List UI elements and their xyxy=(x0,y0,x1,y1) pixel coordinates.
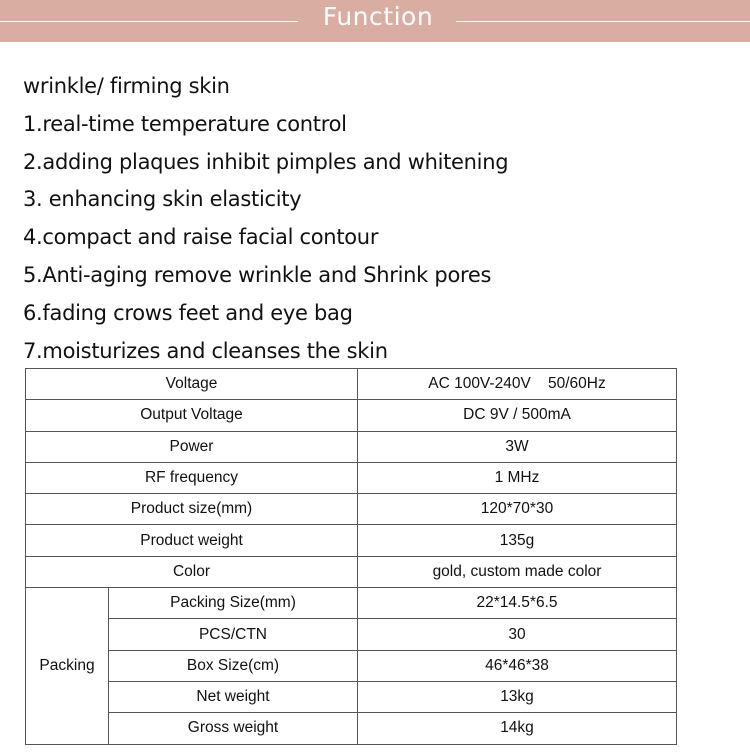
section-banner xyxy=(0,0,750,42)
banner-divider-left xyxy=(0,21,298,22)
table-row xyxy=(26,431,677,462)
table-row xyxy=(26,494,677,525)
feature-item: 5.Anti-aging remove wrinkle and Shrink pores xyxy=(23,262,492,287)
spec-value: 135g xyxy=(358,525,677,556)
spec-value: AC 100V-240V 50/60Hz xyxy=(358,369,677,400)
spec-value: 14kg xyxy=(358,713,677,744)
spec-label: PCS/CTN xyxy=(109,619,358,650)
spec-label: RF frequency xyxy=(26,462,358,493)
feature-item: wrinkle/ firming skin xyxy=(23,74,230,98)
spec-value: 22*14.5*6.5 xyxy=(358,588,677,619)
table-row xyxy=(26,462,677,493)
spec-value: 1 MHz xyxy=(358,462,677,493)
table-row xyxy=(26,525,677,556)
table-row xyxy=(26,400,677,431)
packing-group-label: Packing xyxy=(26,588,109,744)
spec-value: DC 9V / 500mA xyxy=(358,400,677,431)
spec-label: Voltage xyxy=(26,369,358,400)
feature-item: 3. enhancing skin elasticity xyxy=(23,187,302,212)
spec-value: gold, custom made color xyxy=(358,556,677,587)
spec-value: 120*70*30 xyxy=(358,494,677,525)
section-title: Function xyxy=(322,2,434,31)
spec-table xyxy=(25,368,677,745)
feature-item: 4.compact and raise facial contour xyxy=(23,225,379,250)
spec-label: Box Size(cm) xyxy=(109,650,358,681)
table-row xyxy=(26,650,677,681)
spec-label: Net weight xyxy=(109,681,358,712)
feature-item: 6.fading crows feet and eye bag xyxy=(23,300,353,325)
table-row xyxy=(26,588,677,619)
spec-value: 13kg xyxy=(358,681,677,712)
spec-label: Power xyxy=(26,431,358,462)
table-row xyxy=(26,681,677,712)
spec-label: Product size(mm) xyxy=(26,494,358,525)
table-row xyxy=(26,369,677,400)
table-row xyxy=(26,556,677,587)
table-row xyxy=(26,713,677,744)
spec-label: Color xyxy=(26,556,358,587)
spec-label: Product weight xyxy=(26,525,358,556)
feature-list xyxy=(23,68,508,370)
feature-item: 1.real-time temperature control xyxy=(23,111,347,136)
spec-value: 30 xyxy=(358,619,677,650)
spec-label: Output Voltage xyxy=(26,400,358,431)
feature-item: 7.moisturizes and cleanses the skin xyxy=(23,338,388,363)
spec-value: 46*46*38 xyxy=(358,650,677,681)
banner-divider-right xyxy=(456,21,750,22)
table-row xyxy=(26,619,677,650)
spec-label: Gross weight xyxy=(109,713,358,744)
spec-label: Packing Size(mm) xyxy=(109,588,358,619)
spec-value: 3W xyxy=(358,431,677,462)
feature-item: 2.adding plaques inhibit pimples and whitening xyxy=(23,149,509,174)
